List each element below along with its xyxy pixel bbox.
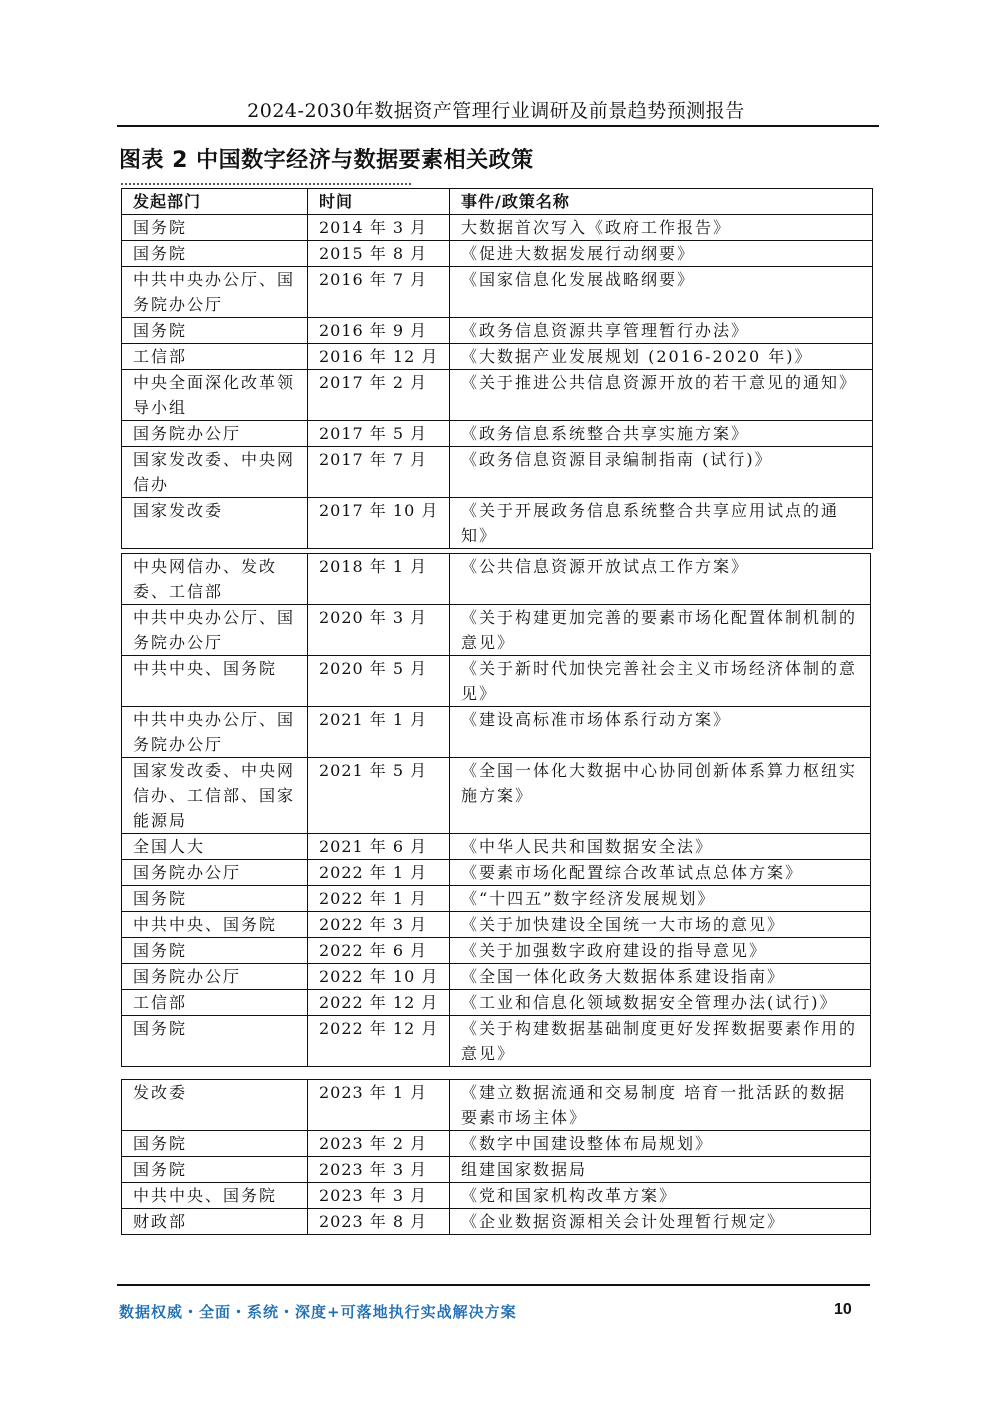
table-row bbox=[122, 1183, 871, 1209]
figure-title: 图表 2 中国数字经济与数据要素相关政策 bbox=[119, 148, 534, 173]
time-cell: 2022 年 12 月 bbox=[308, 990, 450, 1016]
policy-cell: 《“十四五”数字经济发展规划》 bbox=[450, 886, 871, 912]
table-row bbox=[122, 758, 871, 834]
time-cell: 2014 年 3 月 bbox=[308, 215, 450, 241]
time-cell: 2021 年 5 月 bbox=[308, 758, 450, 834]
dept-cell: 国家发改委、中央网信办、工信部、国家能源局 bbox=[122, 758, 308, 834]
time-cell: 2023 年 1 月 bbox=[308, 1080, 450, 1131]
time-cell: 2023 年 3 月 bbox=[308, 1183, 450, 1209]
policy-cell: 《政务信息资源共享管理暂行办法》 bbox=[450, 318, 873, 344]
footer-divider bbox=[117, 1284, 870, 1286]
table-row bbox=[122, 860, 871, 886]
dept-cell: 中共中央办公厅、国务院办公厅 bbox=[122, 267, 308, 318]
time-cell: 2017 年 10 月 bbox=[308, 498, 450, 549]
time-cell: 2017 年 5 月 bbox=[308, 421, 450, 447]
table-row bbox=[122, 1080, 871, 1131]
dept-cell: 国务院 bbox=[122, 1157, 308, 1183]
policy-cell: 《关于开展政务信息系统整合共享应用试点的通知》 bbox=[450, 498, 873, 549]
time-cell: 2016 年 12 月 bbox=[308, 344, 450, 370]
policy-cell: 《大数据产业发展规划 (2016-2020 年)》 bbox=[450, 344, 873, 370]
dept-cell: 国务院 bbox=[122, 241, 308, 267]
dept-cell: 国务院 bbox=[122, 318, 308, 344]
table-row bbox=[122, 1209, 871, 1235]
dept-cell: 中共中央、国务院 bbox=[122, 656, 308, 707]
report-title: 2024-2030年数据资产管理行业调研及前景趋势预测报告 bbox=[247, 100, 745, 122]
dept-cell: 国务院 bbox=[122, 938, 308, 964]
dept-cell: 中共中央办公厅、国务院办公厅 bbox=[122, 605, 308, 656]
dept-cell: 国务院 bbox=[122, 1016, 308, 1067]
dept-cell: 发改委 bbox=[122, 1080, 308, 1131]
dept-cell: 国务院 bbox=[122, 1131, 308, 1157]
policy-cell: 《建立数据流通和交易制度 培育一批活跃的数据要素市场主体》 bbox=[450, 1080, 871, 1131]
header-divider bbox=[117, 125, 879, 127]
time-cell: 2023 年 3 月 bbox=[308, 1157, 450, 1183]
time-cell: 2017 年 2 月 bbox=[308, 370, 450, 421]
dept-cell: 国务院 bbox=[122, 886, 308, 912]
table-row bbox=[122, 834, 871, 860]
page-number: 10 bbox=[834, 1301, 852, 1318]
table-row bbox=[122, 370, 873, 421]
dept-cell: 中央网信办、发改委、工信部 bbox=[122, 554, 308, 605]
dept-cell: 国务院办公厅 bbox=[122, 421, 308, 447]
table-row bbox=[122, 707, 871, 758]
policy-table-block-2 bbox=[121, 553, 871, 1067]
time-cell: 2022 年 12 月 bbox=[308, 1016, 450, 1067]
time-cell: 2022 年 10 月 bbox=[308, 964, 450, 990]
dept-cell: 国务院 bbox=[122, 215, 308, 241]
dept-cell: 中共中央、国务院 bbox=[122, 1183, 308, 1209]
table-header-row bbox=[122, 189, 873, 215]
time-cell: 2021 年 1 月 bbox=[308, 707, 450, 758]
policy-cell: 大数据首次写入《政府工作报告》 bbox=[450, 215, 873, 241]
policy-cell: 《关于加快建设全国统一大市场的意见》 bbox=[450, 912, 871, 938]
policy-cell: 《促进大数据发展行动纲要》 bbox=[450, 241, 873, 267]
time-cell: 2016 年 7 月 bbox=[308, 267, 450, 318]
dept-cell: 工信部 bbox=[122, 990, 308, 1016]
table-row bbox=[122, 215, 873, 241]
policy-cell: 组建国家数据局 bbox=[450, 1157, 871, 1183]
policy-cell: 《中华人民共和国数据安全法》 bbox=[450, 834, 871, 860]
table-row bbox=[122, 656, 871, 707]
table-row bbox=[122, 1016, 871, 1067]
table-row bbox=[122, 964, 871, 990]
footer-slogan: 数据权威・全面・系统・深度+可落地执行实战解决方案 bbox=[119, 1303, 517, 1321]
table-row bbox=[122, 421, 873, 447]
table-row bbox=[122, 1131, 871, 1157]
table-row bbox=[122, 318, 873, 344]
column-header-dept: 发起部门 bbox=[122, 189, 308, 215]
policy-cell: 《建设高标准市场体系行动方案》 bbox=[450, 707, 871, 758]
dept-cell: 中共中央、国务院 bbox=[122, 912, 308, 938]
policy-cell: 《政务信息资源目录编制指南 (试行)》 bbox=[450, 447, 873, 498]
column-header-time: 时间 bbox=[308, 189, 450, 215]
policy-table-block-1 bbox=[121, 188, 873, 549]
dept-cell: 中共中央办公厅、国务院办公厅 bbox=[122, 707, 308, 758]
time-cell: 2021 年 6 月 bbox=[308, 834, 450, 860]
time-cell: 2018 年 1 月 bbox=[308, 554, 450, 605]
policy-cell: 《关于构建数据基础制度更好发挥数据要素作用的意见》 bbox=[450, 1016, 871, 1067]
dept-cell: 国务院办公厅 bbox=[122, 964, 308, 990]
policy-cell: 《公共信息资源开放试点工作方案》 bbox=[450, 554, 871, 605]
dept-cell: 国务院办公厅 bbox=[122, 860, 308, 886]
time-cell: 2017 年 7 月 bbox=[308, 447, 450, 498]
time-cell: 2023 年 8 月 bbox=[308, 1209, 450, 1235]
time-cell: 2022 年 1 月 bbox=[308, 860, 450, 886]
table-row bbox=[122, 938, 871, 964]
time-cell: 2022 年 1 月 bbox=[308, 886, 450, 912]
table-row bbox=[122, 990, 871, 1016]
table-row bbox=[122, 344, 873, 370]
time-cell: 2023 年 2 月 bbox=[308, 1131, 450, 1157]
time-cell: 2016 年 9 月 bbox=[308, 318, 450, 344]
table-row bbox=[122, 912, 871, 938]
table-row bbox=[122, 498, 873, 549]
policy-cell: 《关于构建更加完善的要素市场化配置体制机制的意见》 bbox=[450, 605, 871, 656]
policy-cell: 《要素市场化配置综合改革试点总体方案》 bbox=[450, 860, 871, 886]
policy-cell: 《国家信息化发展战略纲要》 bbox=[450, 267, 873, 318]
dept-cell: 全国人大 bbox=[122, 834, 308, 860]
policy-cell: 《全国一体化政务大数据体系建设指南》 bbox=[450, 964, 871, 990]
time-cell: 2015 年 8 月 bbox=[308, 241, 450, 267]
policy-cell: 《工业和信息化领域数据安全管理办法(试行)》 bbox=[450, 990, 871, 1016]
policy-cell: 《党和国家机构改革方案》 bbox=[450, 1183, 871, 1209]
time-cell: 2020 年 5 月 bbox=[308, 656, 450, 707]
column-header-policy: 事件/政策名称 bbox=[450, 189, 873, 215]
table-row bbox=[122, 605, 871, 656]
table-row bbox=[122, 1157, 871, 1183]
table-row bbox=[122, 267, 873, 318]
dept-cell: 国家发改委、中央网信办 bbox=[122, 447, 308, 498]
dept-cell: 财政部 bbox=[122, 1209, 308, 1235]
time-cell: 2020 年 3 月 bbox=[308, 605, 450, 656]
table-row bbox=[122, 554, 871, 605]
policy-cell: 《政务信息系统整合共享实施方案》 bbox=[450, 421, 873, 447]
policy-cell: 《数字中国建设整体布局规划》 bbox=[450, 1131, 871, 1157]
policy-cell: 《全国一体化大数据中心协同创新体系算力枢纽实施方案》 bbox=[450, 758, 871, 834]
table-row bbox=[122, 886, 871, 912]
policy-cell: 《关于新时代加快完善社会主义市场经济体制的意见》 bbox=[450, 656, 871, 707]
dept-cell: 工信部 bbox=[122, 344, 308, 370]
policy-cell: 《关于加强数字政府建设的指导意见》 bbox=[450, 938, 871, 964]
table-row bbox=[122, 241, 873, 267]
dotted-divider bbox=[121, 183, 411, 186]
table-row bbox=[122, 447, 873, 498]
time-cell: 2022 年 3 月 bbox=[308, 912, 450, 938]
policy-cell: 《企业数据资源相关会计处理暂行规定》 bbox=[450, 1209, 871, 1235]
policy-cell: 《关于推进公共信息资源开放的若干意见的通知》 bbox=[450, 370, 873, 421]
time-cell: 2022 年 6 月 bbox=[308, 938, 450, 964]
dept-cell: 国家发改委 bbox=[122, 498, 308, 549]
dept-cell: 中央全面深化改革领导小组 bbox=[122, 370, 308, 421]
policy-table-block-3 bbox=[121, 1079, 871, 1235]
